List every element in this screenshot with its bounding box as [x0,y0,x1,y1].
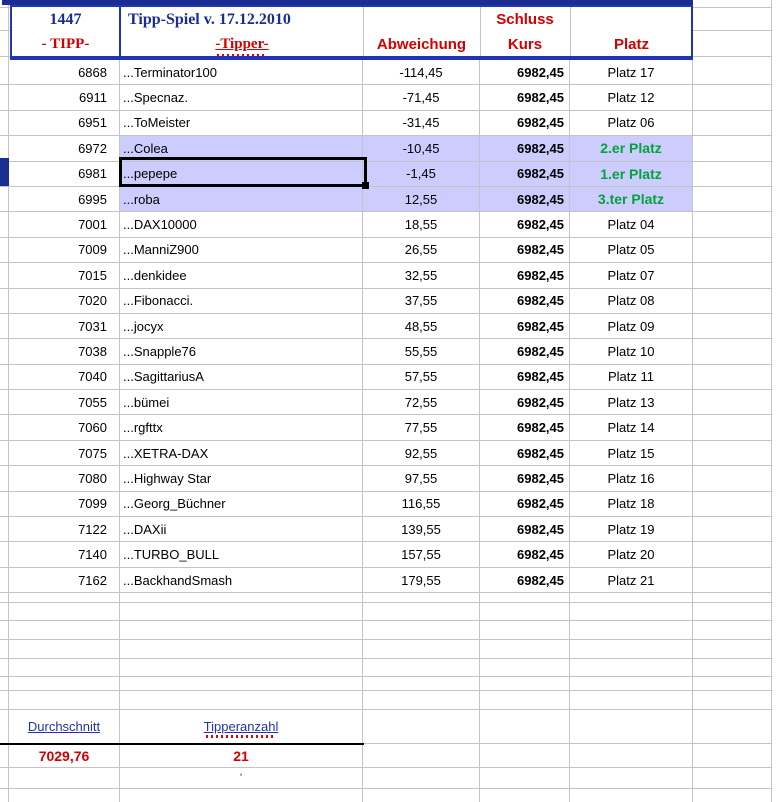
tipper-cell[interactable]: ...Colea [120,136,363,160]
kurs-cell[interactable]: 6982,45 [480,390,570,414]
tipper-cell[interactable]: ...ManniZ900 [120,238,363,262]
tipp-cell[interactable]: 7009 [9,238,120,262]
tipper-cell[interactable]: ...Snapple76 [120,339,363,363]
kurs-cell[interactable]: 6982,45 [480,517,570,541]
tipp-cell[interactable]: 6972 [9,136,120,160]
table-row [0,136,772,161]
empty-cell[interactable] [480,691,570,709]
row-header-strip [0,640,9,658]
tipper-cell[interactable]: ...XETRA-DAX [120,441,363,465]
table-row [0,60,772,85]
empty-cell[interactable] [570,603,693,620]
platz-cell[interactable]: 2.er Platz [570,136,693,160]
empty-cell[interactable] [480,603,570,620]
empty-cell[interactable] [693,314,772,338]
tipperanzahl-label-cell[interactable] [120,710,363,743]
platz-cell[interactable]: 3.ter Platz [570,187,693,211]
kurs-cell[interactable]: 6982,45 [480,415,570,439]
platz-cell[interactable]: Platz 04 [570,212,693,236]
tipp-cell[interactable]: 7060 [9,415,120,439]
empty-cell[interactable] [693,85,772,109]
empty-cell[interactable] [693,568,772,592]
tipp-cell[interactable]: 7020 [9,289,120,313]
table-row [0,710,772,744]
tipper-cell[interactable]: ...denkidee [120,263,363,287]
empty-cell[interactable] [120,593,363,602]
empty-cell[interactable] [9,603,120,620]
empty-cell[interactable] [693,789,772,802]
tipper-cell[interactable]: ...Fibonacci. [120,289,363,313]
column-header-schluss[interactable]: Schluss [496,11,554,28]
empty-cell[interactable] [693,768,772,788]
abweichung-cell[interactable]: -71,45 [363,85,480,109]
empty-cell[interactable] [9,677,120,690]
platz-cell[interactable]: Platz 08 [570,289,693,313]
empty-cell[interactable] [693,365,772,389]
tipperanzahl-label: Tipperanzahl [203,719,279,735]
tipp-cell[interactable]: 7075 [9,441,120,465]
platz-cell[interactable]: Platz 19 [570,517,693,541]
empty-cell[interactable] [9,768,120,788]
kurs-cell[interactable]: 6982,45 [480,212,570,236]
empty-cell[interactable] [570,640,693,658]
empty-cell[interactable] [363,768,480,788]
row-header-strip [0,187,9,211]
empty-cell[interactable] [363,593,480,602]
empty-cell[interactable] [693,212,772,236]
abweichung-cell[interactable]: 97,55 [363,466,480,490]
empty-cell[interactable] [570,659,693,676]
kurs-cell[interactable]: 6982,45 [480,111,570,135]
empty-cell[interactable] [693,263,772,287]
table-row [0,111,772,136]
row-header-strip [0,768,9,788]
empty-cell[interactable] [693,677,772,690]
stray-mark-cell[interactable]: ' [120,768,363,788]
row-header-strip [0,238,9,262]
tipper-cell[interactable]: ...ToMeister [120,111,363,135]
empty-cell[interactable] [363,640,480,658]
tipp-cell[interactable]: 6951 [9,111,120,135]
empty-cell[interactable] [693,744,772,767]
table-row [0,768,772,789]
empty-cell[interactable] [570,710,693,743]
tipp-cell[interactable]: 6981 [9,162,120,186]
kurs-cell[interactable]: 6982,45 [480,365,570,389]
kurs-cell[interactable]: 6982,45 [480,314,570,338]
platz-cell[interactable]: Platz 21 [570,568,693,592]
row-header-strip [0,593,9,602]
selected-row-marker [0,158,9,186]
empty-cell[interactable] [693,542,772,566]
abweichung-cell[interactable]: 48,55 [363,314,480,338]
column-header-abweichung[interactable]: Abweichung [376,35,467,53]
row-header-strip [0,568,9,592]
tipp-cell[interactable]: 6911 [9,85,120,109]
abweichung-cell[interactable]: -114,45 [363,60,480,84]
platz-cell[interactable]: Platz 18 [570,492,693,516]
table-row [0,659,772,677]
table-row [0,390,772,415]
column-header-tipper[interactable] [121,32,363,56]
tipper-cell[interactable]: ...BackhandSmash [120,568,363,592]
row-header-strip [0,111,9,135]
abweichung-cell[interactable]: -10,45 [363,136,480,160]
empty-cell[interactable] [693,517,772,541]
empty-cell[interactable] [693,136,772,160]
summary-divider-line [0,743,364,745]
empty-cell[interactable] [480,677,570,690]
table-row [0,314,772,339]
column-header-platz[interactable]: Platz [613,35,649,53]
table-row [0,568,772,593]
table-row [0,415,772,440]
kurs-cell[interactable]: 6982,45 [480,263,570,287]
kurs-cell[interactable]: 6982,45 [480,568,570,592]
tipper-cell[interactable]: ...DAXii [120,517,363,541]
table-row [0,492,772,517]
empty-cell[interactable] [693,710,772,743]
tipper-cell[interactable]: ...pepepe [120,162,363,186]
platz-cell[interactable]: 1.er Platz [570,162,693,186]
empty-cell[interactable] [570,789,693,802]
tipp-cell[interactable]: 7122 [9,517,120,541]
empty-cell[interactable] [480,789,570,802]
tipp-cell[interactable]: 6995 [9,187,120,211]
empty-cell[interactable] [693,187,772,211]
empty-cell[interactable] [570,744,693,767]
empty-cell[interactable] [120,603,363,620]
tipp-cell[interactable]: 7001 [9,212,120,236]
row-header-strip [0,60,9,84]
fill-handle[interactable] [362,182,369,189]
row-header-strip [0,789,9,802]
empty-cell[interactable] [9,593,120,602]
row-header-strip [0,136,9,160]
tipper-cell[interactable]: ...bümei [120,390,363,414]
row-header-strip [0,492,9,516]
abweichung-cell[interactable]: 26,55 [363,238,480,262]
abweichung-cell[interactable]: 57,55 [363,365,480,389]
empty-cell[interactable] [693,31,772,56]
empty-cell[interactable] [120,691,363,709]
kurs-cell[interactable]: 6982,45 [480,542,570,566]
active-cell-selection [119,157,367,187]
tipp-cell[interactable]: 7080 [9,466,120,490]
tipper-cell[interactable]: ...Specnaz. [120,85,363,109]
kurs-cell[interactable]: 6982,45 [480,136,570,160]
table-row [0,517,772,542]
row-header-strip [0,365,9,389]
empty-cell[interactable] [693,603,772,620]
kurs-cell[interactable]: 6982,45 [480,85,570,109]
durchschnitt-label: Durchschnitt [27,719,101,735]
empty-cell[interactable] [363,677,480,690]
empty-cell[interactable] [480,659,570,676]
empty-cell[interactable] [693,621,772,639]
header-box [10,5,693,60]
empty-cell[interactable] [693,289,772,313]
abweichung-cell[interactable]: 92,55 [363,441,480,465]
row-header-strip [0,415,9,439]
empty-cell[interactable] [570,677,693,690]
abweichung-cell[interactable]: -31,45 [363,111,480,135]
empty-cell[interactable] [120,789,363,802]
empty-cell[interactable] [570,768,693,788]
empty-cell[interactable] [693,0,772,7]
durchschnitt-label-cell[interactable] [9,710,120,743]
platz-cell[interactable]: Platz 12 [570,85,693,109]
kurs-cell[interactable]: 6982,45 [480,289,570,313]
row-header-strip [0,542,9,566]
empty-cell[interactable] [693,162,772,186]
column-header-kurs[interactable]: Kurs [507,35,543,53]
row-header-strip [0,85,9,109]
empty-cell[interactable] [120,659,363,676]
tipper-cell[interactable]: ...rgfttx [120,415,363,439]
empty-cell[interactable] [693,441,772,465]
abweichung-cell[interactable]: 18,55 [363,212,480,236]
table-row [0,187,772,212]
tipp-cell[interactable]: 7038 [9,339,120,363]
empty-cell[interactable] [363,710,480,743]
tipper-cell[interactable]: ...Georg_Büchner [120,492,363,516]
table-row [0,677,772,691]
kurs-cell[interactable]: 6982,45 [480,60,570,84]
table-row [0,603,772,621]
platz-cell[interactable]: Platz 16 [570,466,693,490]
empty-cell[interactable] [480,710,570,743]
empty-cell[interactable] [120,621,363,639]
table-row [0,365,772,390]
empty-cell[interactable] [693,659,772,676]
abweichung-cell[interactable]: 116,55 [363,492,480,516]
kurs-cell[interactable]: 6982,45 [480,466,570,490]
abweichung-cell[interactable]: 157,55 [363,542,480,566]
tipp-cell[interactable]: 7031 [9,314,120,338]
empty-cell[interactable] [9,659,120,676]
tipp-cell[interactable]: 7040 [9,365,120,389]
abweichung-cell[interactable]: 12,55 [363,187,480,211]
row-header-strip [0,517,9,541]
kurs-cell[interactable]: 6982,45 [480,187,570,211]
platz-cell[interactable]: Platz 05 [570,238,693,262]
cutoff-row-bar [2,0,693,5]
kurs-cell[interactable]: 6982,45 [480,492,570,516]
tipper-cell[interactable]: ...roba [120,187,363,211]
column-header-tipper-label: -Tipper- [215,35,269,52]
empty-cell[interactable] [693,593,772,602]
tipper-cell[interactable]: ...jocyx [120,314,363,338]
table-row [0,640,772,659]
empty-cell[interactable] [693,691,772,709]
platz-cell[interactable]: Platz 17 [570,60,693,84]
table-row [0,789,772,802]
empty-cell[interactable] [693,466,772,490]
table-row [0,162,772,187]
empty-cell[interactable] [363,789,480,802]
abweichung-cell[interactable]: 77,55 [363,415,480,439]
tipperanzahl-value-cell[interactable]: 21 [120,744,363,767]
platz-cell[interactable]: Platz 11 [570,365,693,389]
row-header-strip [0,390,9,414]
empty-cell[interactable] [9,640,120,658]
empty-cell[interactable] [480,744,570,767]
platz-cell[interactable]: Platz 07 [570,263,693,287]
row-header-strip [0,621,9,639]
abweichung-cell[interactable]: 32,55 [363,263,480,287]
empty-cell[interactable] [693,339,772,363]
tipp-cell[interactable]: 7015 [9,263,120,287]
row-header-strip [0,212,9,236]
empty-cell[interactable] [570,691,693,709]
empty-cell[interactable] [9,621,120,639]
row-header-strip [0,8,9,30]
tipp-cell[interactable]: 7055 [9,390,120,414]
row-header-strip [0,339,9,363]
empty-cell[interactable] [363,744,480,767]
table-row [0,263,772,288]
row-header-strip [0,466,9,490]
tipper-cell[interactable]: ...TURBO_BULL [120,542,363,566]
empty-cell[interactable] [9,691,120,709]
platz-cell[interactable]: Platz 10 [570,339,693,363]
empty-cell[interactable] [480,768,570,788]
empty-cell[interactable] [693,415,772,439]
tipp-cell[interactable]: 7162 [9,568,120,592]
row-header-strip [0,744,9,767]
table-row [0,238,772,263]
table-row [0,593,772,603]
tipp-cell[interactable]: 7140 [9,542,120,566]
empty-cell[interactable] [120,640,363,658]
table-row [0,744,772,768]
empty-cell[interactable] [693,640,772,658]
abweichung-cell[interactable]: 55,55 [363,339,480,363]
abweichung-cell[interactable]: 37,55 [363,289,480,313]
tipp-cell[interactable]: 7099 [9,492,120,516]
platz-cell[interactable]: Platz 06 [570,111,693,135]
row-header-strip [0,603,9,620]
kurs-cell[interactable]: 6982,45 [480,339,570,363]
empty-cell[interactable] [570,593,693,602]
row-header-strip [0,691,9,709]
empty-cell[interactable] [363,603,480,620]
tipper-cell[interactable]: ...Highway Star [120,466,363,490]
table-row [0,85,772,110]
tipper-cell[interactable]: ...DAX10000 [120,212,363,236]
empty-cell[interactable] [9,789,120,802]
abweichung-cell[interactable]: 139,55 [363,517,480,541]
abweichung-cell[interactable]: 179,55 [363,568,480,592]
table-row [0,621,772,640]
abweichung-cell[interactable]: 72,55 [363,390,480,414]
empty-cell[interactable] [693,111,772,135]
durchschnitt-value-cell[interactable]: 7029,76 [9,744,120,767]
platz-cell[interactable]: Platz 09 [570,314,693,338]
table-row [0,542,772,567]
abweichung-cell[interactable]: -1,45 [363,162,480,186]
kurs-cell[interactable]: 6982,45 [480,162,570,186]
game-number-cell[interactable]: 1447 [49,10,82,28]
row-header-strip [0,710,9,743]
row-header-strip [0,677,9,690]
tipper-cell[interactable]: ...Terminator100 [120,60,363,84]
row-header-strip [0,659,9,676]
row-header-strip [0,314,9,338]
empty-cell[interactable] [693,60,772,84]
platz-cell[interactable]: Platz 20 [570,542,693,566]
row-header-strip [0,263,9,287]
empty-cell[interactable] [363,659,480,676]
empty-cell[interactable] [693,8,772,30]
empty-cell[interactable] [363,621,480,639]
empty-cell[interactable] [693,238,772,262]
column-header-tipp[interactable]: - TIPP- [41,35,90,52]
empty-cell[interactable] [480,621,570,639]
kurs-cell[interactable]: 6982,45 [480,441,570,465]
empty-cell[interactable] [363,691,480,709]
sheet-title-cell[interactable]: Tipp-Spiel v. 17.12.2010 [128,10,291,28]
table-row [0,691,772,710]
empty-cell[interactable] [570,621,693,639]
empty-cell[interactable] [693,492,772,516]
tipper-cell[interactable]: ...SagittariusA [120,365,363,389]
row-header-strip [0,31,9,56]
table-row [0,441,772,466]
table-row [0,212,772,237]
platz-cell[interactable]: Platz 14 [570,415,693,439]
kurs-cell[interactable]: 6982,45 [480,238,570,262]
row-header-strip [0,441,9,465]
empty-cell[interactable] [693,390,772,414]
table-row [0,339,772,364]
table-row [0,289,772,314]
row-header-strip [0,289,9,313]
tipp-cell[interactable]: 6868 [9,60,120,84]
empty-cell[interactable] [480,640,570,658]
platz-cell[interactable]: Platz 15 [570,441,693,465]
table-row [0,466,772,491]
empty-cell[interactable] [480,593,570,602]
empty-cell[interactable] [120,677,363,690]
platz-cell[interactable]: Platz 13 [570,390,693,414]
